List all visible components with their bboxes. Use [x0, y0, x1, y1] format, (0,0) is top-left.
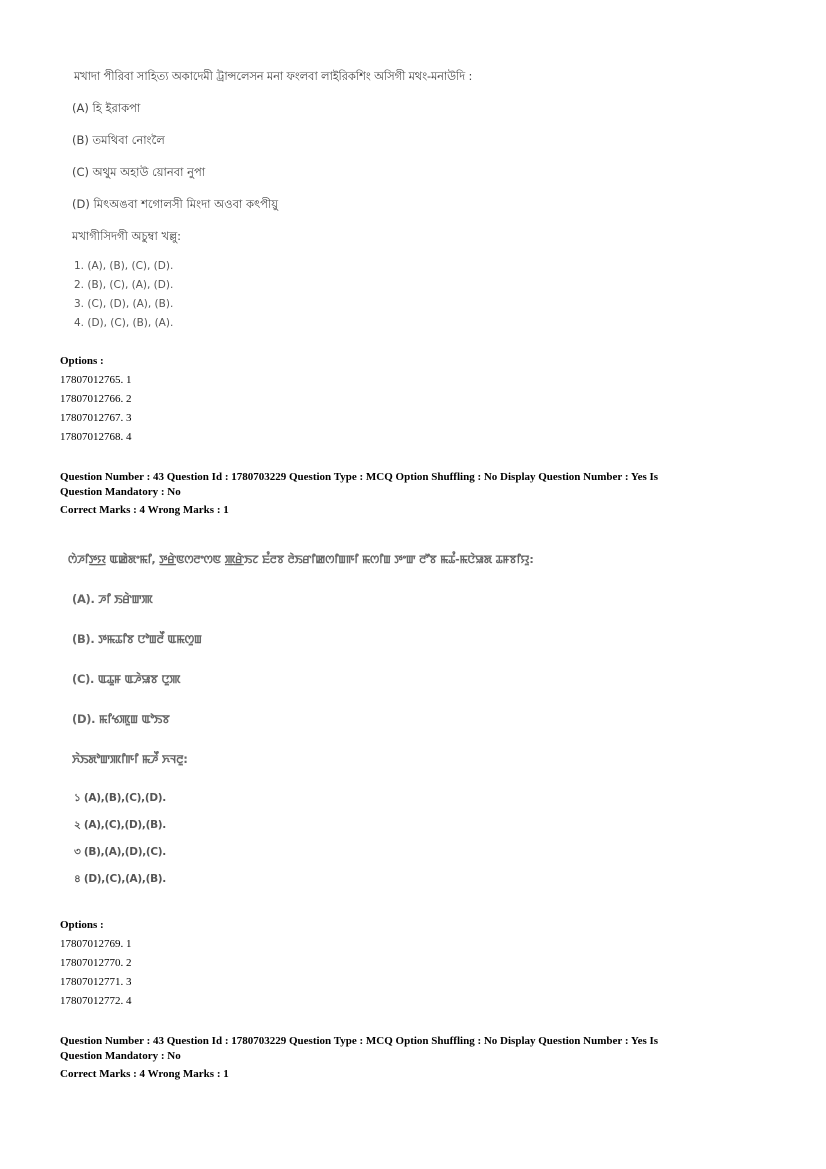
q2-option-id-1: 17807012769. 1 [60, 938, 132, 950]
q2-prompt: ꯈꯥꯏꯗꯣꯛꯄꯤꯒꯤ ꯃꯍꯩ ꯈꯜꯂꯨ: [72, 752, 188, 766]
q1-answer-2: 2. (B), (C), (A), (D). [74, 279, 174, 291]
q2-option-id-2: 17807012770. 2 [60, 957, 132, 969]
q1-option-id-4: 17807012768. 4 [60, 431, 132, 443]
q1-prompt: মখাগীসিদগী অচুম্বা খল্লু: [72, 229, 182, 243]
q1-option-id-2: 17807012766. 2 [60, 393, 132, 405]
q1-stem: মখাদা পীরিবা সাহিত্য অকাদেমী ট্রান্সলেসন মনা ফংলবা লাইরিকশিং অসিগী মথং-মনাউদি : [74, 69, 473, 83]
q1-answer-3: 3. (C), (D), (A), (B). [74, 298, 174, 310]
q2-option-id-4: 17807012772. 4 [60, 995, 132, 1007]
q1-answer-4: 4. (D), (C), (B), (A). [74, 317, 174, 329]
q1-option-c: (C) অথুম অহাউ য়োনবা নুপা [72, 165, 206, 179]
q2-answer-2: ২ (A),(C),(D),(B). [74, 819, 166, 831]
q2-option-a: (A). ꯍꯤ ꯏꯔꯥꯛꯄ [72, 592, 153, 606]
q2-answer-1: ১ (A),(B),(C),(D). [74, 792, 166, 804]
q1-option-d: (D) মিৎঅঙবা শগোলসী মিংদা অওবা কৎপীয়ু [72, 197, 279, 211]
q2-options-label: Options : [60, 919, 104, 931]
q3-meta-line1: Question Number : 43 Question Id : 1780703229 Question Type : MCQ Option Shuffling : No Display Question Number : Yes Is [60, 1035, 659, 1047]
q2-option-b: (B). ꯇꯃꯊꯤꯕ ꯅꯣꯡꯂꯩ ꯑꯃꯁꯨꯡ [72, 632, 202, 646]
q1-option-id-1: 17807012765. 1 [60, 374, 132, 386]
q3-meta [60, 1034, 760, 1082]
q2-answer-3: ৩ (B),(A),(D),(C). [74, 846, 166, 858]
q3-meta-line2: Question Mandatory : No [60, 1050, 181, 1062]
q3-meta-line3: Correct Marks : 4 Wrong Marks : 1 [60, 1068, 229, 1080]
q2-meta [60, 470, 760, 518]
q2-option-id-3: 17807012771. 3 [60, 976, 132, 988]
q2-meta-line1: Question Number : 43 Question Id : 1780703229 Question Type : MCQ Option Shuffling : No Display Question Number : Yes Is [60, 471, 659, 483]
q1-option-b: (B) তমথিবা নোংলৈ [72, 133, 165, 147]
q2-option-c: (C). ꯑꯊꯨꯝ ꯑꯍꯥꯎꯕ ꯅꯨꯄ [72, 672, 181, 686]
q1-question-image [66, 60, 766, 340]
q2-question-image [66, 545, 766, 895]
q1-options-label: Options : [60, 355, 104, 367]
q1-answer-1: 1. (A), (B), (C), (D). [74, 260, 174, 272]
q2-answer-4: ৪ (D),(C),(A),(B). [74, 873, 166, 885]
q1-option-id-3: 17807012767. 3 [60, 412, 132, 424]
q1-option-a: (A) হি ইরাকপা [72, 101, 141, 115]
q2-stem: ꯁꯥꯍꯤꯇ꯭ꯌ ꯑꯀꯥꯗꯦꯃꯤ, ꯇ꯭ꯔꯥꯟꯁꯂꯦꯁꯟ ꯄ꯭ꯔꯥꯏꯖ ꯐꯪꯂꯕ ꯂꯥꯏꯔꯤꯀꯁꯤꯡꯒꯤ ꯃꯁꯤꯡ ꯇꯦꯛ ꯂꯧꯕ ꯃꯊꯪ-ꯃꯅꯥꯎꯗ ꯊꯝꯕꯤꯌꯨ: [68, 553, 534, 566]
q2-option-d: (D). ꯃꯤꯠꯄꯨꯡ ꯑꯣꯏꯕ [72, 712, 170, 726]
q2-meta-line3: Correct Marks : 4 Wrong Marks : 1 [60, 504, 229, 516]
q2-meta-line2: Question Mandatory : No [60, 486, 181, 498]
